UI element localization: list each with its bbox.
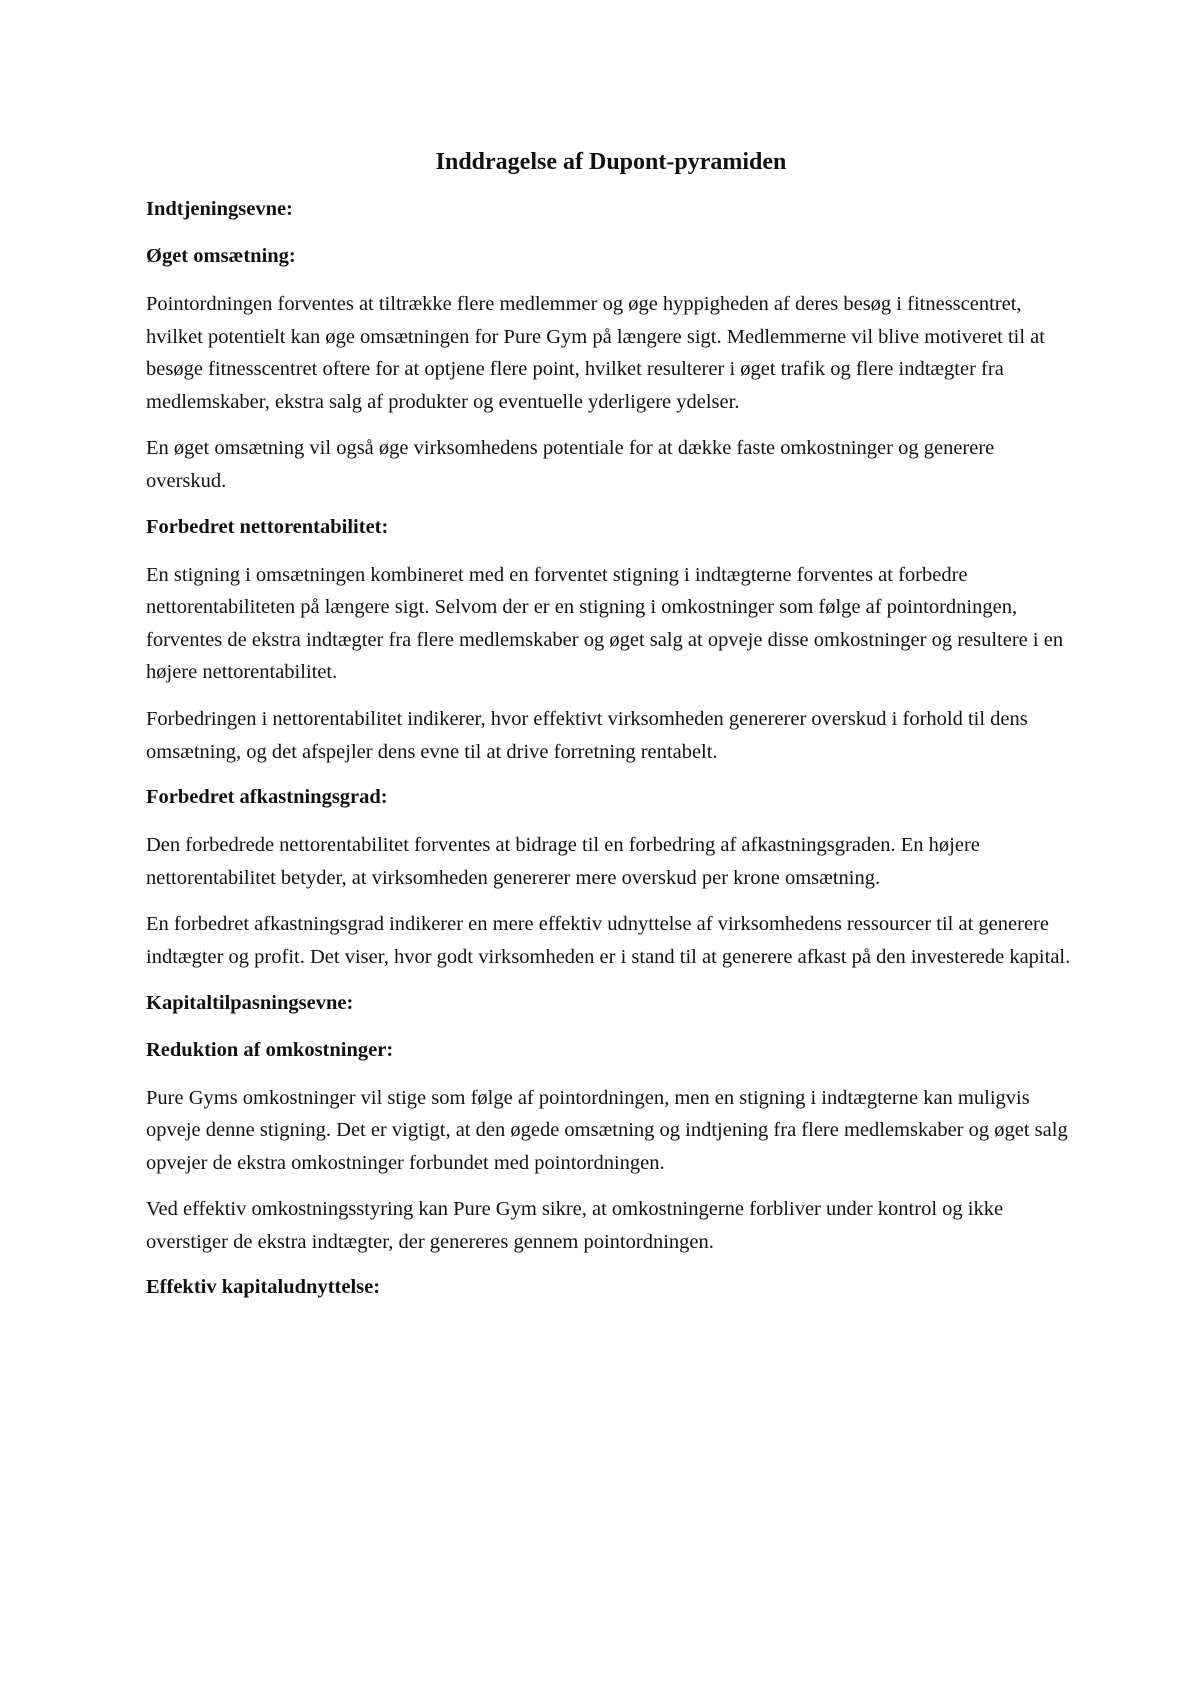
heading-reduktion-af-omkostninger: Reduktion af omkostninger: — [146, 1038, 394, 1061]
heading-forbedret-nettorentabilitet: Forbedret nettorentabilitet: — [146, 515, 389, 538]
document-title: Inddragelse af Dupont-pyramiden — [435, 149, 787, 175]
paragraph: Forbedringen i nettorentabilitet indikerer, hvor effektivt virksomheden genererer overskud i forhold til dens omsætning, og det afspejler dens evne til at drive forretning rentabelt. — [146, 707, 1028, 763]
heading-forbedret-afkastningsgrad: Forbedret afkastningsgrad: — [146, 786, 388, 809]
paragraph: En forbedret afkastningsgrad indikerer en mere effektiv udnyttelse af virksomhedens ressourcer til at generere indtægter og profit. Det viser, hvor godt virksomheden er i stand til at generere afkast på den investerede kapital. — [146, 913, 1071, 968]
heading-indtjeningsevne: Indtjeningsevne: — [146, 198, 293, 220]
paragraph: En stigning i omsætningen kombineret med en forventet stigning i indtægterne forventes at forbedre nettorentabiliteten på længere sigt. Selvom der er en stigning i omkostninger som følge af pointordningen, forventes de ekstra indtægter fra flere medlemskaber og øget salg at opveje disse omkostninger og resultere i en højere nettorentabilitet. — [146, 563, 1064, 684]
heading-effektiv-kapitaludnyttelse: Effektiv kapitaludnyttelse: — [146, 1276, 381, 1299]
heading-oget-omsaetning: Øget omsætning: — [146, 245, 296, 267]
heading-kapitaltilpasningsevne: Kapitaltilpasningsevne: — [146, 991, 354, 1014]
paragraph: Ved effektiv omkostningsstyring kan Pure Gym sikre, at omkostningerne forbliver under kontrol og ikke overstiger de ekstra indtægter, der genereres gennem pointordningen. — [146, 1198, 1004, 1253]
paragraph: Pure Gyms omkostninger vil stige som følge af pointordningen, men en stigning i indtægterne kan muligvis opveje denne stigning. Det er vigtigt, at den øgede omsætning og indtjening fra flere medlemskaber og øget salg opvejer de ekstra omkostninger forbundet med pointordningen. — [146, 1086, 1068, 1174]
document-page — [146, 146, 1076, 1319]
paragraph: Den forbedrede nettorentabilitet forventes at bidrage til en forbedring af afkastningsgraden. En højere nettorentabilitet betyder, at virksomheden genererer mere overskud per krone omsætning. — [146, 834, 980, 889]
paragraph: En øget omsætning vil også øge virksomhedens potentiale for at dække faste omkostninger og generere overskud. — [146, 437, 995, 492]
paragraph: Pointordningen forventes at tiltrække flere medlemmer og øge hyppigheden af deres besøg i fitnesscentret, hvilket potentielt kan øge omsætningen for Pure Gym på længere sigt. Medlemmerne vil blive motiveret til at besøge fitnesscentret oftere for at optjene flere point, hvilket resulterer i øget trafik og flere indtægter fra medlemskaber, ekstra salg af produkter og eventuelle yderligere ydelser. — [146, 293, 1045, 413]
